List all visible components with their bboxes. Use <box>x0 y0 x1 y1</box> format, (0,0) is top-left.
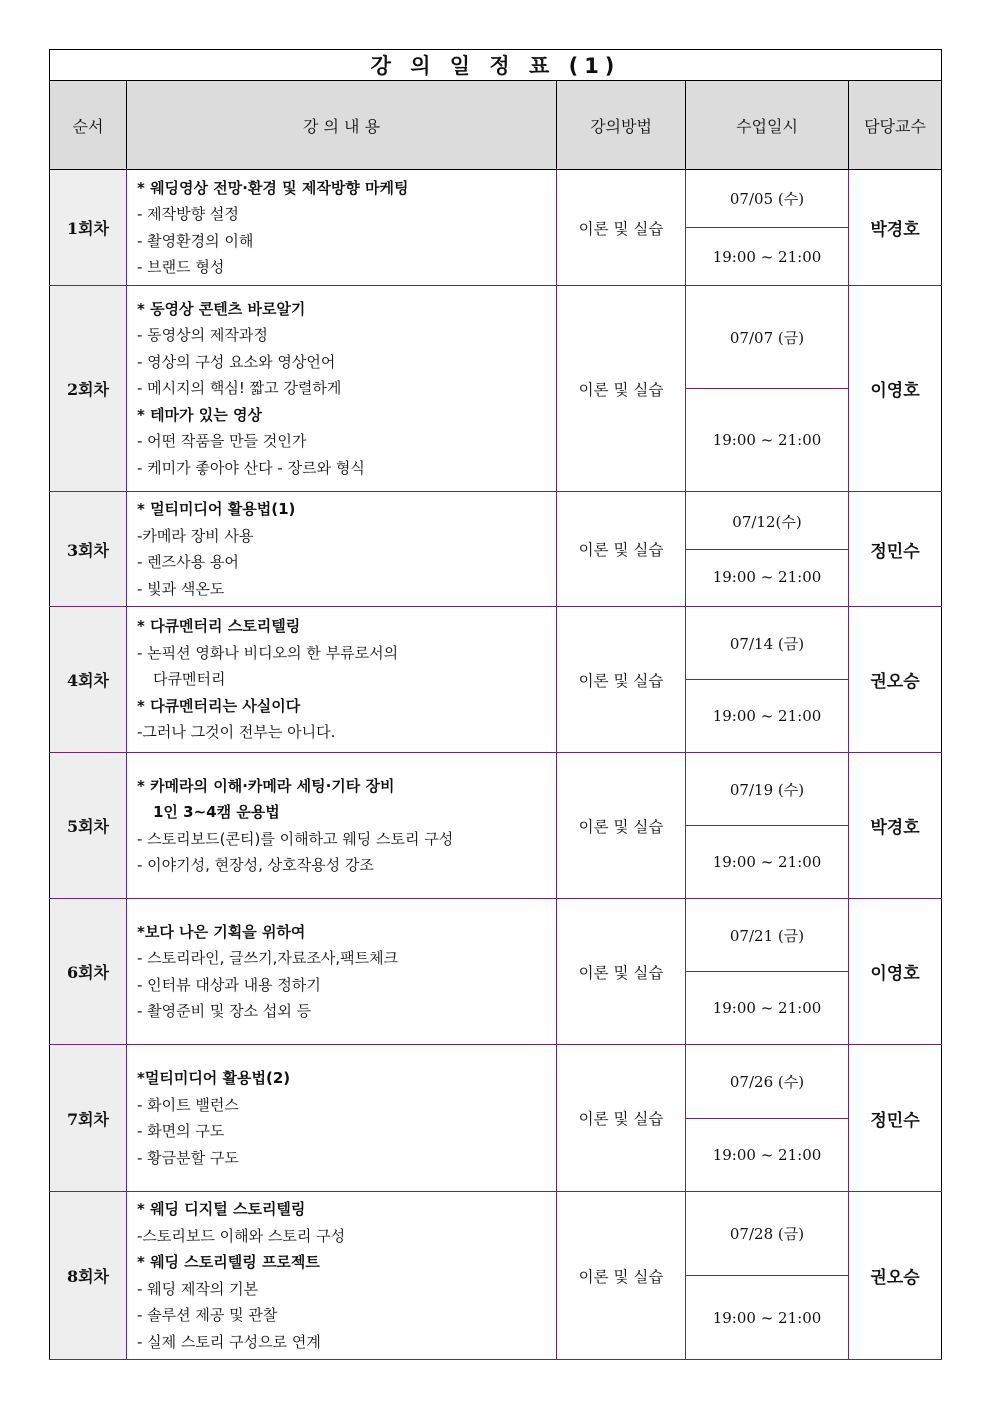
schedule-sheet <box>49 49 941 1360</box>
datetime-stack <box>686 286 848 491</box>
session-number: 7회차 <box>50 1045 127 1192</box>
table-row <box>50 170 942 286</box>
header-method: 강의방법 <box>557 81 686 170</box>
content-item: - 케미가 좋아야 산다 - 장르와 형식 <box>137 458 365 477</box>
content-item: - 제작방향 설정 <box>137 205 239 223</box>
table-row <box>50 899 942 1045</box>
content-heading: *보다 나은 기획을 위하여 <box>137 922 306 941</box>
content-item: -스토리보드 이해와 스토리 구성 <box>137 1226 346 1245</box>
datetime-stack <box>686 495 848 604</box>
table-row <box>50 286 942 492</box>
content-item: - 빛과 색온도 <box>137 579 225 598</box>
professor-name: 권오승 <box>849 1192 942 1360</box>
table-row <box>50 753 942 899</box>
content-heading: 1인 3~4캠 운용법 <box>153 803 280 821</box>
professor-name: 박경호 <box>849 170 942 286</box>
class-datetime <box>686 492 849 607</box>
content-item: -그러나 그것이 전부는 아니다. <box>137 723 336 742</box>
content-heading: * 멀티미디어 활용법(1) <box>137 500 296 518</box>
header-datetime: 수업일시 <box>686 81 849 170</box>
class-date: 07/12(수) <box>686 495 848 550</box>
lecture-method: 이론 및 실습 <box>557 899 686 1045</box>
content-heading: * 웨딩영상 전망·환경 및 제작방향 마케팅 <box>137 178 409 197</box>
content-item: - 스토리라인, 글쓰기,자료조사,팩트체크 <box>137 949 399 967</box>
session-number: 1회차 <box>50 170 127 286</box>
header-seq: 순서 <box>50 81 127 170</box>
session-number: 8회차 <box>50 1192 127 1360</box>
datetime-stack <box>686 1045 848 1191</box>
lecture-content <box>127 1045 557 1192</box>
class-date: 07/07 (금) <box>686 286 848 389</box>
content-item: - 황금분할 구도 <box>137 1148 239 1167</box>
lecture-content <box>127 753 557 899</box>
content-heading: * 카메라의 이해·카메라 세팅·기타 장비 <box>137 776 395 795</box>
content-item: 다큐멘터리 <box>153 670 226 689</box>
table-row <box>50 492 942 607</box>
content-item: - 메시지의 핵심! 짧고 강렬하게 <box>137 379 342 398</box>
header-row <box>50 81 942 170</box>
content-item: - 브랜드 형성 <box>137 258 225 276</box>
lecture-content <box>127 286 557 492</box>
class-date: 07/14 (금) <box>686 607 848 680</box>
class-datetime <box>686 899 849 1045</box>
class-datetime <box>686 607 849 753</box>
table-row <box>50 1192 942 1360</box>
lecture-method: 이론 및 실습 <box>557 607 686 753</box>
content-item: - 화이트 밸런스 <box>137 1095 239 1114</box>
datetime-stack <box>686 607 848 752</box>
content-item: - 실제 스토리 구성으로 연계 <box>137 1332 321 1351</box>
session-number: 3회차 <box>50 492 127 607</box>
table-row <box>50 607 942 753</box>
datetime-stack <box>686 753 848 898</box>
lecture-content <box>127 1192 557 1360</box>
datetime-stack <box>686 170 848 285</box>
class-time: 19:00 ~ 21:00 <box>712 707 822 725</box>
professor-name: 이영호 <box>849 899 942 1045</box>
session-number: 5회차 <box>50 753 127 899</box>
content-heading: * 테마가 있는 영상 <box>137 405 262 424</box>
class-time: 19:00 ~ 21:00 <box>712 1145 822 1164</box>
lecture-content <box>127 607 557 753</box>
datetime-stack <box>686 1192 848 1359</box>
content-item: - 촬영준비 및 장소 섭외 등 <box>137 1002 312 1020</box>
content-item: - 웨딩 제작의 기본 <box>137 1279 259 1298</box>
session-number: 4회차 <box>50 607 127 753</box>
class-date: 07/26 (수) <box>686 1045 848 1119</box>
content-item: - 어떤 작품을 만들 것인가 <box>137 432 307 451</box>
header-content: 강 의 내 용 <box>127 81 557 170</box>
lecture-content <box>127 170 557 286</box>
class-datetime <box>686 753 849 899</box>
lecture-method: 이론 및 실습 <box>557 492 686 607</box>
content-item: - 스토리보드(콘티)를 이해하고 웨딩 스토리 구성 <box>137 829 454 848</box>
professor-name: 정민수 <box>849 1045 942 1192</box>
schedule-table <box>49 49 942 1360</box>
class-time: 19:00 ~ 21:00 <box>712 247 822 266</box>
class-date: 07/28 (금) <box>686 1192 848 1276</box>
lecture-method: 이론 및 실습 <box>557 1192 686 1360</box>
lecture-method: 이론 및 실습 <box>557 1045 686 1192</box>
lecture-method: 이론 및 실습 <box>557 753 686 899</box>
class-datetime <box>686 286 849 492</box>
content-item: - 솔루션 제공 및 관찰 <box>137 1306 278 1324</box>
professor-name: 정민수 <box>849 492 942 607</box>
class-date: 07/21 (금) <box>686 899 848 972</box>
schedule-rows <box>50 170 942 1360</box>
lecture-content <box>127 492 557 607</box>
content-heading: * 다큐멘터리는 사실이다 <box>137 696 301 715</box>
class-datetime <box>686 1045 849 1192</box>
datetime-stack <box>686 899 848 1044</box>
content-heading: * 다큐멘터리 스토리텔링 <box>137 617 301 636</box>
professor-name: 박경호 <box>849 753 942 899</box>
lecture-content <box>127 899 557 1045</box>
table-row <box>50 1045 942 1192</box>
content-item: - 동영상의 제작과정 <box>137 326 268 345</box>
class-time: 19:00 ~ 21:00 <box>712 999 822 1017</box>
content-item: - 화면의 구도 <box>137 1122 225 1140</box>
content-heading: * 웨딩 디지털 스토리텔링 <box>137 1200 306 1218</box>
class-time: 19:00 ~ 21:00 <box>712 567 822 586</box>
content-item: - 논픽션 영화나 비디오의 한 부류로서의 <box>137 643 399 662</box>
class-time: 19:00 ~ 21:00 <box>712 853 822 871</box>
session-number: 2회차 <box>50 286 127 492</box>
class-date: 07/19 (수) <box>686 753 848 826</box>
content-item: - 이야기성, 현장성, 상호작용성 강조 <box>137 856 374 874</box>
professor-name: 권오승 <box>849 607 942 753</box>
lecture-method: 이론 및 실습 <box>557 286 686 492</box>
header-professor: 담당교수 <box>849 81 942 170</box>
content-item: - 영상의 구성 요소와 영상언어 <box>137 352 336 371</box>
class-time: 19:00 ~ 21:00 <box>712 431 822 449</box>
content-item: - 촬영환경의 이해 <box>137 231 254 250</box>
content-item: -카메라 장비 사용 <box>137 526 254 545</box>
professor-name: 이영호 <box>849 286 942 492</box>
table-title: 강 의 일 정 표 (1) <box>50 50 942 81</box>
class-datetime <box>686 1192 849 1360</box>
content-item: - 렌즈사용 용어 <box>137 553 239 571</box>
content-heading: * 웨딩 스토리텔링 프로젝트 <box>137 1253 320 1271</box>
content-heading: * 동영상 콘텐츠 바로알기 <box>137 299 306 318</box>
class-datetime <box>686 170 849 286</box>
session-number: 6회차 <box>50 899 127 1045</box>
lecture-method: 이론 및 실습 <box>557 170 686 286</box>
class-date: 07/05 (수) <box>686 170 848 228</box>
content-item: - 인터뷰 대상과 내용 정하기 <box>137 975 321 994</box>
content-heading: *멀티미디어 활용법(2) <box>137 1069 291 1087</box>
class-time: 19:00 ~ 21:00 <box>712 1308 822 1327</box>
